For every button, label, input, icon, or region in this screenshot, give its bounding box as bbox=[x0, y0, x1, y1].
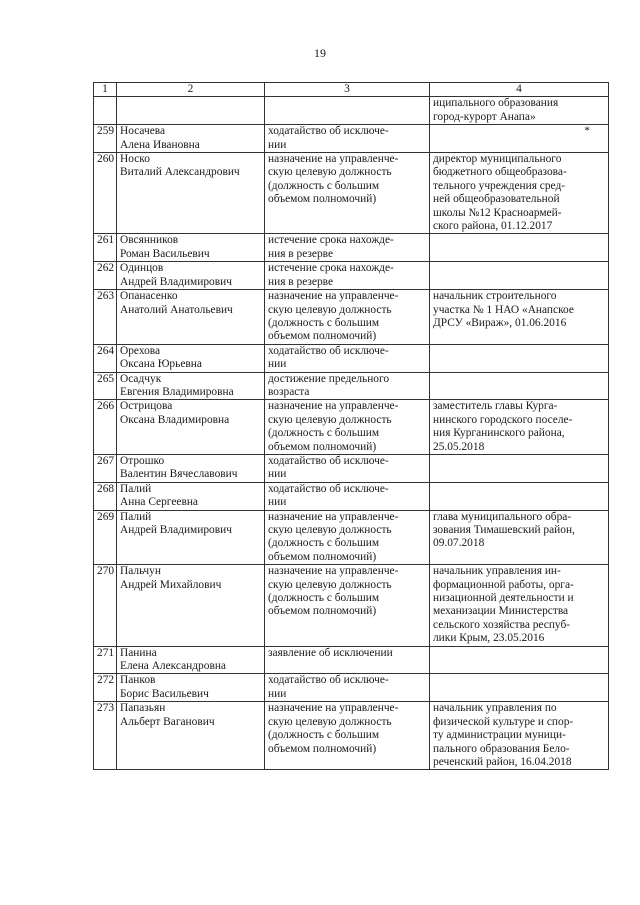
cell-line: Анна Сергеевна bbox=[120, 496, 198, 509]
new-position-cell bbox=[430, 510, 609, 565]
cell-line: Анатолий Анатольевич bbox=[120, 303, 233, 316]
cell-line: ния в резерве bbox=[268, 275, 334, 288]
cell-line: начальник управления по bbox=[433, 702, 557, 715]
cell-line: нии bbox=[268, 138, 287, 151]
cell-line: ского района, 01.12.2017 bbox=[433, 220, 553, 233]
cell-line: Оксана Юрьевна bbox=[120, 358, 202, 371]
cell-line: Андрей Владимирович bbox=[120, 524, 232, 536]
cell-line: сельского хозяйства респуб- bbox=[433, 618, 571, 631]
exclusion-reason-cell bbox=[265, 510, 430, 565]
row-number-cell: 273 bbox=[94, 702, 117, 770]
cell-line: скую целевую должность bbox=[268, 524, 392, 536]
cell-line: Оксана Владимировна bbox=[120, 413, 230, 426]
cell-line: ходатайство об исключе- bbox=[268, 344, 389, 357]
new-position-cell bbox=[430, 153, 609, 234]
row-number-cell: 271 bbox=[94, 646, 117, 674]
exclusion-reason-cell bbox=[265, 482, 430, 510]
cell-line: скую целевую должность bbox=[268, 578, 392, 591]
exclusion-reason-cell bbox=[265, 400, 430, 455]
exclusion-reason-cell bbox=[265, 702, 430, 770]
cell-line: иципального образования bbox=[433, 97, 559, 110]
cell-line: Альберт Ваганович bbox=[120, 715, 215, 728]
cell-line: назначение на управленче- bbox=[268, 702, 399, 715]
continuation-row bbox=[94, 97, 609, 125]
table-row bbox=[94, 565, 609, 646]
person-name-cell bbox=[117, 482, 265, 510]
table-row bbox=[94, 262, 609, 290]
cell-line: Палий bbox=[120, 482, 152, 495]
new-position-cell bbox=[430, 262, 609, 290]
page-number: 19 bbox=[314, 46, 326, 60]
new-position-cell bbox=[430, 290, 609, 345]
table-row bbox=[94, 234, 609, 262]
table-row bbox=[94, 344, 609, 372]
exclusion-reason-cell bbox=[265, 290, 430, 345]
cell-line: школы №12 Красноармей- bbox=[433, 206, 562, 219]
cell-line: Папазьян bbox=[120, 702, 166, 715]
cell-line: пального образования Бело- bbox=[433, 742, 570, 755]
cell-line: Палий bbox=[120, 510, 152, 523]
exclusion-reason-cell bbox=[265, 234, 430, 262]
person-name-cell bbox=[117, 234, 265, 262]
cell-line: истечение срока нахожде- bbox=[268, 234, 394, 247]
person-name-cell bbox=[117, 565, 265, 646]
cell-line: достижение предельного bbox=[268, 372, 390, 385]
column-header: 2 bbox=[117, 83, 265, 97]
table-row bbox=[94, 454, 609, 482]
cell-line: Носачева bbox=[120, 125, 166, 138]
cell-line: начальник строительного bbox=[433, 290, 557, 303]
cell-line: лики Крым, 23.05.2016 bbox=[433, 632, 545, 645]
cell-line: Валентин Вячеславович bbox=[120, 468, 238, 481]
cell-line: Роман Васильевич bbox=[120, 247, 210, 260]
table-row bbox=[94, 646, 609, 674]
new-position-cell bbox=[430, 344, 609, 372]
person-name-cell bbox=[117, 400, 265, 455]
cell-line: Андрей Михайлович bbox=[120, 578, 222, 591]
row-number-cell: 260 bbox=[94, 153, 117, 234]
cell-line: физической культуре и спор- bbox=[433, 715, 574, 728]
cell-line: ходатайство об исключе- bbox=[268, 125, 389, 138]
cell-line: участка № 1 НАО «Анапское bbox=[433, 303, 574, 316]
column-header: 4 bbox=[430, 83, 609, 97]
cell-line: нии bbox=[268, 358, 287, 371]
person-name-cell bbox=[117, 454, 265, 482]
table-row bbox=[94, 510, 609, 565]
cell-line: Орехова bbox=[120, 344, 161, 357]
table-row bbox=[94, 153, 609, 234]
cell-line: нии bbox=[268, 496, 287, 509]
cell-line: Пальчун bbox=[120, 565, 161, 578]
exclusion-reason-cell bbox=[265, 674, 430, 702]
cell-line: ния Курганинского района, bbox=[433, 427, 565, 440]
cell-line: нинского городского поселе- bbox=[433, 413, 573, 426]
cell-line: (должность с большим bbox=[268, 537, 380, 550]
cell-line: заявление об исключении bbox=[268, 646, 393, 659]
cell-line: объемом полномочий) bbox=[268, 440, 377, 453]
new-position-cell bbox=[430, 125, 609, 153]
cell-line: нии bbox=[268, 468, 287, 481]
cell-line: директор муниципального bbox=[433, 153, 562, 166]
row-number-cell: 265 bbox=[94, 372, 117, 400]
exclusion-reason-cell bbox=[265, 372, 430, 400]
person-name-cell bbox=[117, 646, 265, 674]
cell-line: ния в резерве bbox=[268, 247, 334, 260]
new-position-cell bbox=[430, 674, 609, 702]
cell-line: ходатайство об исключе- bbox=[268, 454, 389, 467]
new-position-cell bbox=[430, 565, 609, 646]
cell-line: Овсянников bbox=[120, 234, 179, 247]
cell-line: Алена Ивановна bbox=[120, 138, 200, 151]
cell-line: назначение на управленче- bbox=[268, 400, 399, 413]
row-number-cell: 259 bbox=[94, 125, 117, 153]
cell-line: объемом полномочий) bbox=[268, 330, 377, 343]
reserve-register-table bbox=[93, 82, 609, 770]
exclusion-reason-cell bbox=[265, 125, 430, 153]
person-name-cell bbox=[117, 510, 265, 565]
person-name-cell bbox=[117, 290, 265, 345]
row-number-cell: 270 bbox=[94, 565, 117, 646]
cell-line: 25.05.2018 bbox=[433, 440, 485, 453]
cell-line: назначение на управленче- bbox=[268, 565, 399, 578]
cell-line: 09.07.2018 bbox=[433, 537, 485, 550]
table-row bbox=[94, 400, 609, 455]
cell-line: скую целевую должность bbox=[268, 303, 392, 316]
cell-line: Острицова bbox=[120, 400, 173, 413]
cell-line: ту администрации муници- bbox=[433, 729, 566, 742]
exclusion-reason-cell bbox=[265, 344, 430, 372]
cell-line: объемом полномочий) bbox=[268, 193, 377, 206]
cell-line: скую целевую должность bbox=[268, 166, 392, 179]
continuation-cell bbox=[430, 97, 609, 125]
person-name-cell bbox=[117, 372, 265, 400]
new-position-cell bbox=[430, 702, 609, 770]
row-number-cell: 266 bbox=[94, 400, 117, 455]
cell-line: Панина bbox=[120, 646, 157, 659]
new-position-cell bbox=[430, 400, 609, 455]
cell-line: Евгения Владимировна bbox=[120, 385, 234, 398]
cell-line: назначение на управленче- bbox=[268, 290, 399, 303]
exclusion-reason-cell bbox=[265, 646, 430, 674]
person-name-cell bbox=[117, 262, 265, 290]
cell-line: объемом полномочий) bbox=[268, 550, 377, 563]
table-row bbox=[94, 290, 609, 345]
row-number-cell: 268 bbox=[94, 482, 117, 510]
cell-line: заместитель главы Курга- bbox=[433, 400, 558, 413]
new-position-cell bbox=[430, 646, 609, 674]
person-name-cell bbox=[117, 674, 265, 702]
cell-line: механизации Министерства bbox=[433, 605, 569, 618]
cell-line: ходатайство об исключе- bbox=[268, 482, 389, 495]
cell-line: истечение срока нахожде- bbox=[268, 262, 394, 275]
cell-line: Носко bbox=[120, 153, 150, 166]
exclusion-reason-cell bbox=[265, 153, 430, 234]
column-header: 1 bbox=[94, 83, 117, 97]
cell-line: реченский район, 16.04.2018 bbox=[433, 755, 572, 768]
cell-line: Осадчук bbox=[120, 372, 162, 385]
cell-line: город-курорт Анапа» bbox=[433, 110, 536, 123]
table-row bbox=[94, 482, 609, 510]
cell-line: назначение на управленче- bbox=[268, 153, 399, 166]
person-name-cell bbox=[117, 125, 265, 153]
cell-line: (должность с большим bbox=[268, 427, 380, 440]
cell-line: возраста bbox=[268, 385, 310, 398]
cell-line: ходатайство об исключе- bbox=[268, 674, 389, 687]
cell-line: ней общеобразовательной bbox=[433, 193, 560, 206]
row-number-cell: 269 bbox=[94, 510, 117, 565]
row-number-cell: 261 bbox=[94, 234, 117, 262]
new-position-cell bbox=[430, 482, 609, 510]
cell-line: Борис Васильевич bbox=[120, 687, 209, 700]
cell-line: Виталий Александрович bbox=[120, 166, 240, 179]
table-row bbox=[94, 674, 609, 702]
new-position-cell bbox=[430, 234, 609, 262]
cell-line: Опанасенко bbox=[120, 290, 178, 303]
person-name-cell bbox=[117, 344, 265, 372]
cell-line: нии bbox=[268, 687, 287, 700]
cell-line: бюджетного общеобразова- bbox=[433, 166, 567, 179]
cell-line: тельного учреждения сред- bbox=[433, 179, 566, 192]
row-number-cell: 264 bbox=[94, 344, 117, 372]
new-position-cell bbox=[430, 454, 609, 482]
cell-line: глава муниципального обра- bbox=[433, 510, 572, 523]
column-header: 3 bbox=[265, 83, 430, 97]
cell-line: низационной деятельности и bbox=[433, 592, 574, 605]
table-row bbox=[94, 372, 609, 400]
cell-line: формационной работы, орга- bbox=[433, 578, 574, 591]
cell-line: Отрошко bbox=[120, 454, 165, 467]
cell-line: Одинцов bbox=[120, 262, 164, 275]
cell-line: скую целевую должность bbox=[268, 715, 392, 728]
row-number-cell: 262 bbox=[94, 262, 117, 290]
cell-line: ДРСУ «Вираж», 01.06.2016 bbox=[433, 316, 567, 329]
person-name-cell bbox=[117, 153, 265, 234]
row-number-cell: 267 bbox=[94, 454, 117, 482]
cell-line: Андрей Владимирович bbox=[120, 275, 232, 288]
cell-line: (должность с большим bbox=[268, 729, 380, 742]
column-number-row bbox=[94, 83, 609, 97]
table-row bbox=[94, 702, 609, 770]
exclusion-reason-cell bbox=[265, 262, 430, 290]
exclusion-reason-cell bbox=[265, 565, 430, 646]
new-position-cell bbox=[430, 372, 609, 400]
cell-line: скую целевую должность bbox=[268, 413, 392, 426]
cell-line: зования Тимашевский район, bbox=[433, 524, 575, 536]
cell-line: объемом полномочий) bbox=[268, 605, 377, 618]
exclusion-reason-cell bbox=[265, 454, 430, 482]
cell-line: (должность с большим bbox=[268, 592, 380, 605]
row-number-cell: 272 bbox=[94, 674, 117, 702]
cell-line: начальник управления ин- bbox=[433, 565, 561, 578]
cell-line: назначение на управленче- bbox=[268, 510, 399, 523]
cell-line: Панков bbox=[120, 674, 156, 687]
cell-line: (должность с большим bbox=[268, 316, 380, 329]
person-name-cell bbox=[117, 702, 265, 770]
cell-line: Елена Александровна bbox=[120, 660, 226, 673]
row-number-cell: 263 bbox=[94, 290, 117, 345]
cell-line: (должность с большим bbox=[268, 179, 380, 192]
table-row bbox=[94, 125, 609, 153]
asterisk-mark: * bbox=[584, 125, 590, 138]
cell-line: объемом полномочий) bbox=[268, 742, 377, 755]
